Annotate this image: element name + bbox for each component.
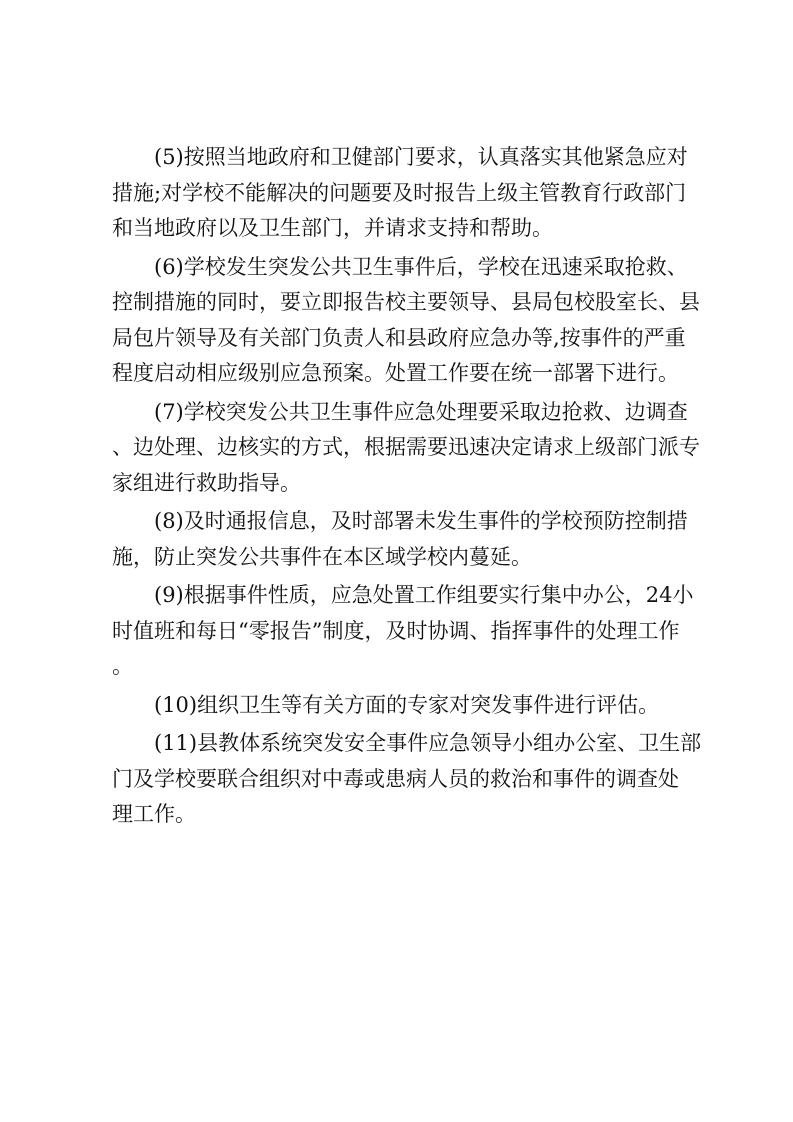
paragraph-line: (9)根据事件性质，应急处置工作组要实行集中办公，24小 (154, 583, 694, 607)
paragraph-11 (112, 726, 702, 833)
paragraph-6 (112, 250, 700, 392)
paragraph-line: (10)组织卫生等有关方面的专家对突发事件进行评估。 (154, 692, 660, 717)
paragraph-5 (112, 140, 687, 247)
paragraph-10 (112, 688, 687, 724)
paragraph-line: 局包片领导及有关部门负责人和县政府应急办等,按事件的严重 (112, 325, 686, 350)
paragraph-line: 时值班和每日“零报告”制度，及时协调、指挥事件的处理工作 (112, 618, 680, 643)
paragraph-7 (112, 395, 700, 502)
paragraph-line: (8)及时通报信息，及时部署未发生事件的学校预防控制措 (154, 509, 688, 533)
paragraph-line: 措施;对学校不能解决的问题要及时报告上级主管教育行政部门 (112, 180, 687, 205)
paragraph-line: (5)按照当地政府和卫健部门要求，认真落实其他紧急应对 (154, 145, 688, 169)
paragraph-8 (112, 504, 687, 575)
paragraph-line: 理工作。 (112, 802, 196, 826)
paragraph-line: 门及学校要联合组织对中毒或患病人员的救治和事件的调查处 (112, 766, 679, 791)
paragraph-line: 家组进行救助指导。 (112, 470, 301, 495)
paragraph-line: (6)学校发生突发公共卫生事件后，学校在迅速采取抢救、 (154, 254, 688, 279)
paragraph-line: 、边处理、边核实的方式，根据需要迅速决定请求上级部门派专 (112, 435, 700, 459)
paragraph-line: 程度启动相应级别应急预案。处置工作要在统一部署下进行。 (112, 361, 679, 385)
paragraph-line: 。 (112, 654, 133, 678)
paragraph-line: 控制措施的同时，要立即报告校主要领导、县局包校股室长、县 (112, 290, 700, 314)
paragraph-line: 施，防止突发公共事件在本区域学校内蔓延。 (112, 544, 532, 569)
paragraph-line: (11)县教体系统突发安全事件应急领导小组办公室、卫生部 (154, 731, 702, 755)
document-body (112, 140, 702, 833)
paragraph-line: 和当地政府以及卫生部门，并请求支持和帮助。 (112, 216, 553, 240)
paragraph-line: (7)学校突发公共卫生事件应急处理要采取边抢救、边调查 (154, 399, 688, 424)
paragraph-9 (112, 578, 694, 685)
